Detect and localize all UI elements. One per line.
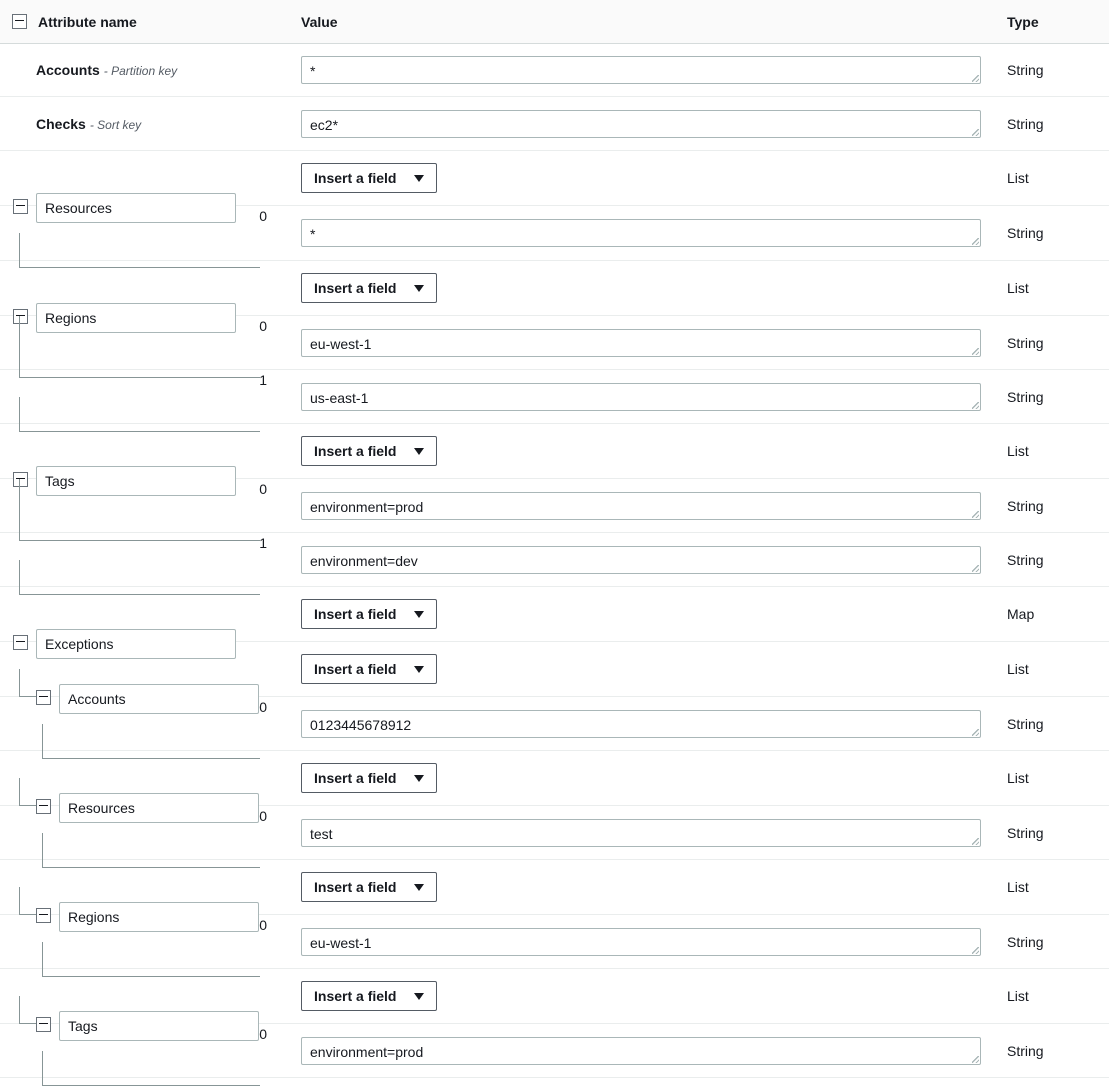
chevron-down-icon bbox=[414, 175, 424, 182]
row-name-cell bbox=[0, 116, 292, 132]
value-input[interactable] bbox=[301, 819, 981, 847]
insert-a-field-button[interactable] bbox=[301, 763, 437, 793]
list-index-label: 0 bbox=[259, 916, 267, 933]
row-type: String bbox=[1007, 1042, 1044, 1059]
row-value-cell bbox=[292, 872, 992, 902]
row-type: String bbox=[1007, 334, 1044, 351]
insert-a-field-button[interactable] bbox=[301, 273, 437, 303]
insert-field-label: Insert a field bbox=[314, 770, 397, 786]
tree-elbow bbox=[19, 996, 37, 1024]
partition-key-badge: - Partition key bbox=[103, 64, 178, 78]
value-input[interactable] bbox=[301, 110, 981, 138]
row-value-cell bbox=[292, 383, 992, 411]
collapse-all-icon[interactable] bbox=[12, 14, 27, 29]
value-input[interactable] bbox=[301, 1037, 981, 1065]
value-input-wrap bbox=[301, 56, 981, 84]
value-input[interactable] bbox=[301, 492, 981, 520]
row-type: String bbox=[1007, 62, 1044, 78]
table-row bbox=[0, 860, 1109, 915]
row-type: List bbox=[1007, 770, 1029, 786]
list-index-label: 0 bbox=[259, 698, 267, 715]
table-row bbox=[0, 261, 1109, 316]
table-row bbox=[0, 587, 1109, 642]
value-input-wrap bbox=[301, 1037, 981, 1065]
sort-key-badge: - Sort key bbox=[89, 117, 142, 132]
list-index-label: 0 bbox=[259, 317, 267, 334]
value-input-wrap bbox=[301, 819, 981, 847]
value-input-wrap bbox=[301, 710, 981, 738]
header-attribute-name-label: Attribute name bbox=[38, 13, 137, 30]
insert-field-label: Insert a field bbox=[314, 661, 397, 677]
table-row bbox=[0, 915, 1109, 969]
value-input[interactable] bbox=[301, 56, 981, 84]
value-input-wrap bbox=[301, 383, 981, 411]
row-type: Map bbox=[1007, 606, 1035, 622]
row-value-cell bbox=[292, 819, 992, 847]
header-value-label: Value bbox=[301, 13, 338, 30]
insert-a-field-button[interactable] bbox=[301, 436, 437, 466]
attribute-name-accounts: Accounts - Partition key bbox=[36, 62, 178, 78]
row-type: List bbox=[1007, 170, 1029, 186]
insert-field-label: Insert a field bbox=[314, 170, 397, 186]
table-row bbox=[0, 97, 1109, 151]
table-row bbox=[0, 533, 1109, 587]
table-row bbox=[0, 642, 1109, 697]
table-row bbox=[0, 151, 1109, 206]
insert-a-field-button[interactable] bbox=[301, 163, 437, 193]
value-input-wrap bbox=[301, 546, 981, 574]
row-value-cell bbox=[292, 163, 992, 193]
table-row bbox=[0, 1024, 1109, 1078]
list-index-label: 0 bbox=[259, 1025, 267, 1042]
table-row bbox=[0, 424, 1109, 479]
row-value-cell bbox=[292, 273, 992, 303]
chevron-down-icon bbox=[414, 666, 424, 673]
list-index-label: 0 bbox=[259, 208, 267, 224]
value-input[interactable] bbox=[301, 928, 981, 956]
list-index-label: 0 bbox=[259, 807, 267, 824]
row-name-cell bbox=[0, 62, 292, 78]
insert-a-field-button[interactable] bbox=[301, 654, 437, 684]
value-input-wrap bbox=[301, 492, 981, 520]
table-row bbox=[0, 806, 1109, 860]
row-value-cell bbox=[292, 710, 992, 738]
row-value-cell bbox=[292, 436, 992, 466]
value-input[interactable] bbox=[301, 710, 981, 738]
row-value-cell bbox=[292, 546, 992, 574]
row-value-cell bbox=[292, 329, 992, 357]
tree-elbow bbox=[42, 1051, 260, 1086]
insert-field-label: Insert a field bbox=[314, 988, 397, 1004]
row-type: String bbox=[1007, 715, 1044, 732]
row-value-cell bbox=[292, 654, 992, 684]
row-value-cell bbox=[292, 1037, 992, 1065]
header-attribute-name-cell bbox=[0, 14, 292, 30]
tree-elbow bbox=[19, 778, 37, 806]
value-input-wrap bbox=[301, 329, 981, 357]
row-value-cell bbox=[292, 492, 992, 520]
value-input-wrap bbox=[301, 219, 981, 247]
value-input[interactable] bbox=[301, 219, 981, 247]
row-value-cell bbox=[292, 763, 992, 793]
row-type: List bbox=[1007, 443, 1029, 459]
chevron-down-icon bbox=[414, 775, 424, 782]
header-type-label: Type bbox=[1007, 13, 1039, 30]
insert-a-field-button[interactable] bbox=[301, 981, 437, 1011]
value-input[interactable] bbox=[301, 383, 981, 411]
table-row bbox=[0, 697, 1109, 751]
insert-field-label: Insert a field bbox=[314, 879, 397, 895]
table-row bbox=[0, 206, 1109, 261]
row-type: String bbox=[1007, 551, 1044, 568]
row-type: String bbox=[1007, 225, 1044, 241]
row-value-cell bbox=[292, 928, 992, 956]
chevron-down-icon bbox=[414, 884, 424, 891]
row-value-cell bbox=[292, 599, 992, 629]
row-type: String bbox=[1007, 824, 1044, 841]
table-row bbox=[0, 969, 1109, 1024]
table-row bbox=[0, 316, 1109, 370]
value-input[interactable] bbox=[301, 329, 981, 357]
table-row bbox=[0, 44, 1109, 97]
attribute-name-checks: Checks - Sort key bbox=[36, 115, 142, 132]
insert-a-field-button[interactable] bbox=[301, 872, 437, 902]
list-index-label: 1 bbox=[259, 371, 267, 388]
row-type: List bbox=[1007, 879, 1029, 895]
chevron-down-icon bbox=[414, 448, 424, 455]
row-type: String bbox=[1007, 388, 1044, 405]
chevron-down-icon bbox=[414, 285, 424, 292]
value-input-wrap bbox=[301, 110, 981, 138]
row-value-cell bbox=[292, 56, 992, 84]
row-type: List bbox=[1007, 988, 1029, 1004]
table-row bbox=[0, 751, 1109, 806]
table-header bbox=[0, 0, 1109, 44]
row-value-cell bbox=[292, 110, 992, 138]
row-type: List bbox=[1007, 661, 1029, 677]
table-row bbox=[0, 479, 1109, 533]
value-input-wrap bbox=[301, 928, 981, 956]
insert-field-label: Insert a field bbox=[314, 280, 397, 296]
tree-elbow bbox=[19, 887, 37, 915]
chevron-down-icon bbox=[414, 993, 424, 1000]
row-type: String bbox=[1007, 933, 1044, 950]
row-value-cell bbox=[292, 981, 992, 1011]
row-type: String bbox=[1007, 115, 1044, 132]
value-input[interactable] bbox=[301, 546, 981, 574]
row-value-cell bbox=[292, 219, 992, 247]
list-index-label: 1 bbox=[259, 534, 267, 551]
list-index-label: 0 bbox=[259, 480, 267, 497]
row-type: List bbox=[1007, 280, 1029, 296]
chevron-down-icon bbox=[414, 611, 424, 618]
row-type: String bbox=[1007, 497, 1044, 514]
insert-field-label: Insert a field bbox=[314, 606, 397, 622]
insert-field-label: Insert a field bbox=[314, 443, 397, 459]
table-row bbox=[0, 370, 1109, 424]
tree-elbow bbox=[19, 669, 37, 697]
insert-a-field-button[interactable] bbox=[301, 599, 437, 629]
